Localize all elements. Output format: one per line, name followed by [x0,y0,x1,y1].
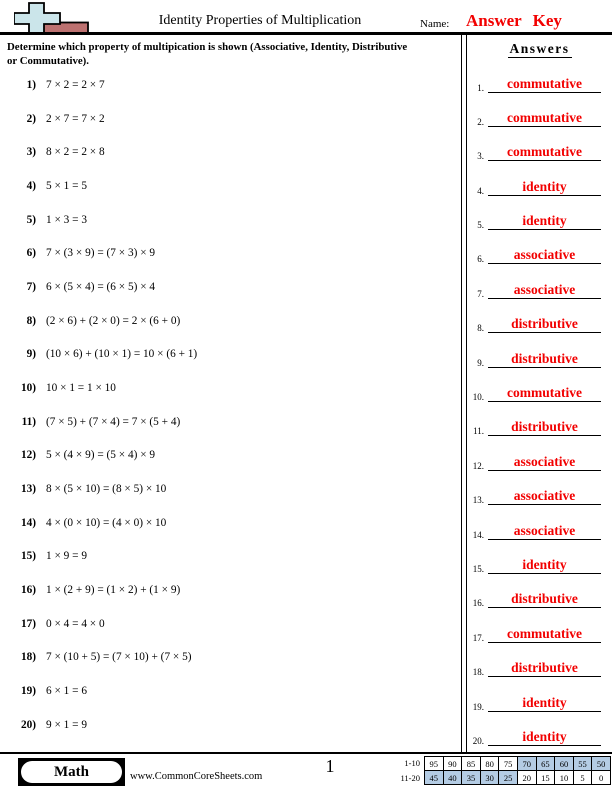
answer-row [465,143,603,161]
score-cell: 55 [573,757,592,771]
answer-number: 5. [477,220,484,230]
instructions [7,40,459,68]
problem-equation: (2 × 6) + (2 × 0) = 2 × (6 + 0) [46,315,181,327]
score-cell: 25 [499,771,518,785]
score-cell: 5 [573,771,592,785]
problem-number: 14) [20,517,36,529]
score-row-label: 11-20 [400,772,420,783]
page-number: 1 [325,756,335,776]
answer-text: associative [513,247,576,262]
answer-blank-line [488,401,601,402]
problem-row [8,618,458,634]
score-cell: 85 [462,757,481,771]
problem-number: 10) [20,382,36,394]
answer-text: identity [522,179,567,194]
problem-equation: (10 × 6) + (10 × 1) = 10 × (6 + 1) [46,348,198,360]
answer-text: commutative [507,626,582,641]
problem-row [8,584,458,600]
problem-row [8,348,458,364]
answer-blank-line [488,539,601,540]
score-cell: 75 [499,757,518,771]
answer-row [465,590,603,608]
answer-row [465,212,603,230]
problem-row [8,416,458,432]
answer-row [465,487,603,505]
answer-number: 19. [472,702,484,712]
score-cell: 30 [480,771,499,785]
score-cell: 95 [425,757,444,771]
header-rule [0,32,612,35]
answer-row [465,75,603,93]
answer-text: commutative [507,144,582,159]
problem-row [8,685,458,701]
problem-row [8,315,458,331]
answer-row [465,315,603,333]
footer-rule [0,752,612,754]
answer-row [465,281,603,299]
answer-text: distributive [511,660,578,675]
instructions-line1: Determine which property of multipication is shown (Associative, Identity, Distributive [7,41,408,53]
problem-equation: 4 × (0 × 10) = (4 × 0) × 10 [46,517,167,529]
score-cell: 80 [480,757,499,771]
instructions-line2: or Commutative). [7,55,89,67]
answer-blank-line [488,745,601,746]
answer-number: 11. [473,426,484,436]
problem-number: 8) [26,315,36,327]
answer-number: 20. [472,736,484,746]
problem-equation: 7 × (3 × 9) = (7 × 3) × 9 [46,247,156,259]
answer-text: distributive [511,419,578,434]
math-subject-label: Math [21,761,122,783]
answer-number: 17. [472,633,484,643]
page-title: Identity Properties of Multiplication [158,13,362,28]
answer-number: 12. [472,461,484,471]
answer-text: distributive [511,351,578,366]
score-cell: 15 [536,771,555,785]
problem-number: 20) [20,719,36,731]
score-cell: 35 [462,771,481,785]
problem-number: 1) [26,79,36,91]
answer-number: 16. [472,598,484,608]
answer-text: associative [513,454,576,469]
answer-blank-line [488,711,601,712]
answer-number: 9. [477,358,484,368]
score-cell: 45 [425,771,444,785]
problem-equation: 0 × 4 = 4 × 0 [46,618,105,630]
problem-number: 16) [20,584,36,596]
score-row-2 [425,771,611,785]
score-cell: 20 [517,771,536,785]
answer-row [465,728,603,746]
answer-row [465,178,603,196]
answer-blank-line [488,263,601,264]
answer-row [465,109,603,127]
answer-key-text: Answer Key [466,11,562,30]
problem-number: 18) [20,651,36,663]
score-cell: 65 [536,757,555,771]
answer-blank-line [488,470,601,471]
answer-row [465,453,603,471]
answer-row [465,350,603,368]
problem-row [8,651,458,667]
problem-number: 4) [26,180,36,192]
problem-row [8,719,458,735]
answer-text: commutative [507,110,582,125]
answer-text: identity [522,557,567,572]
problem-equation: 1 × 3 = 3 [46,214,87,226]
answer-blank-line [488,332,601,333]
score-row-label: 1-10 [404,758,420,768]
problem-number: 11) [21,416,36,428]
grading-score-table [424,756,611,785]
score-cell: 50 [592,757,611,771]
problem-row [8,79,458,95]
answer-text: commutative [507,385,582,400]
answer-blank-line [488,229,601,230]
problem-equation: 1 × 9 = 9 [46,550,87,562]
problem-equation: 8 × (5 × 10) = (8 × 5) × 10 [46,483,167,495]
answer-blank-line [488,126,601,127]
answers-heading: Answers [509,41,570,56]
problem-row [8,449,458,465]
answer-text: identity [522,213,567,228]
problem-number: 17) [20,618,36,630]
answer-number: 8. [477,323,484,333]
answer-row [465,694,603,712]
answer-number: 15. [472,564,484,574]
answer-blank-line [488,573,601,574]
answer-number: 6. [477,254,484,264]
problem-row [8,180,458,196]
answer-number: 7. [477,289,484,299]
score-cell: 0 [592,771,611,785]
problem-row [8,517,458,533]
problem-equation: 5 × 1 = 5 [46,180,87,192]
answer-text: identity [522,729,567,744]
score-cell: 10 [555,771,574,785]
problem-equation: 6 × (5 × 4) = (6 × 5) × 4 [46,281,156,293]
problem-number: 13) [20,483,36,495]
answer-text: identity [522,695,567,710]
problem-equation: 6 × 1 = 6 [46,685,87,697]
problem-number: 6) [26,247,36,259]
score-cell: 70 [517,757,536,771]
answer-row [465,556,603,574]
answer-blank-line [488,367,601,368]
answer-number: 10. [472,392,484,402]
problem-row [8,281,458,297]
answer-number: 2. [477,117,484,127]
problem-number: 3) [26,146,36,158]
problem-row [8,550,458,566]
answer-number: 18. [472,667,484,677]
problem-row [8,113,458,129]
problem-equation: (7 × 5) + (7 × 4) = 7 × (5 + 4) [46,416,181,428]
answer-blank-line [488,642,601,643]
problem-row [8,214,458,230]
answer-number: 4. [477,186,484,196]
answer-number: 14. [472,530,484,540]
answer-row [465,418,603,436]
problem-equation: 1 × (2 + 9) = (1 × 2) + (1 × 9) [46,584,181,596]
answer-blank-line [488,504,601,505]
problem-equation: 7 × (10 + 5) = (7 × 10) + (7 × 5) [46,651,192,663]
answer-blank-line [488,435,601,436]
problem-equation: 10 × 1 = 1 × 10 [46,382,116,394]
problem-number: 2) [26,113,36,125]
answer-text: associative [513,488,576,503]
answer-row [465,384,603,402]
answer-blank-line [488,676,601,677]
column-divider-line [461,34,462,753]
problem-row [8,146,458,162]
problem-equation: 9 × 1 = 9 [46,719,87,731]
name-label: Name: [420,18,450,30]
problem-number: 7) [26,281,36,293]
math-subject-badge [18,758,125,786]
score-cell: 60 [555,757,574,771]
answer-blank-line [488,92,601,93]
answer-blank-line [488,160,601,161]
problem-number: 12) [20,449,36,461]
answer-blank-line [488,195,601,196]
problem-equation: 2 × 7 = 7 × 2 [46,113,105,125]
problem-number: 5) [26,214,36,226]
answer-number: 3. [477,151,484,161]
answer-row [465,522,603,540]
problem-equation: 8 × 2 = 2 × 8 [46,146,105,158]
answer-blank-line [488,298,601,299]
answer-text: distributive [511,316,578,331]
score-row-labels [383,756,420,785]
answer-text: distributive [511,591,578,606]
score-row-1 [425,757,611,771]
problem-row [8,247,458,263]
problem-number: 9) [26,348,36,360]
answer-text: commutative [507,76,582,91]
problem-equation: 5 × (4 × 9) = (5 × 4) × 9 [46,449,156,461]
answer-row [465,625,603,643]
problem-row [8,382,458,398]
problem-row [8,483,458,499]
answer-row [465,659,603,677]
answer-number: 13. [472,495,484,505]
score-cell: 40 [443,771,462,785]
answer-row [465,246,603,264]
website-text: www.CommonCoreSheets.com [130,771,263,782]
problem-equation: 7 × 2 = 2 × 7 [46,79,105,91]
problem-number: 19) [20,685,36,697]
answer-blank-line [488,607,601,608]
answer-text: associative [513,282,576,297]
problem-number: 15) [20,550,36,562]
answer-text: associative [513,523,576,538]
answer-number: 1. [477,83,484,93]
score-cell: 90 [443,757,462,771]
